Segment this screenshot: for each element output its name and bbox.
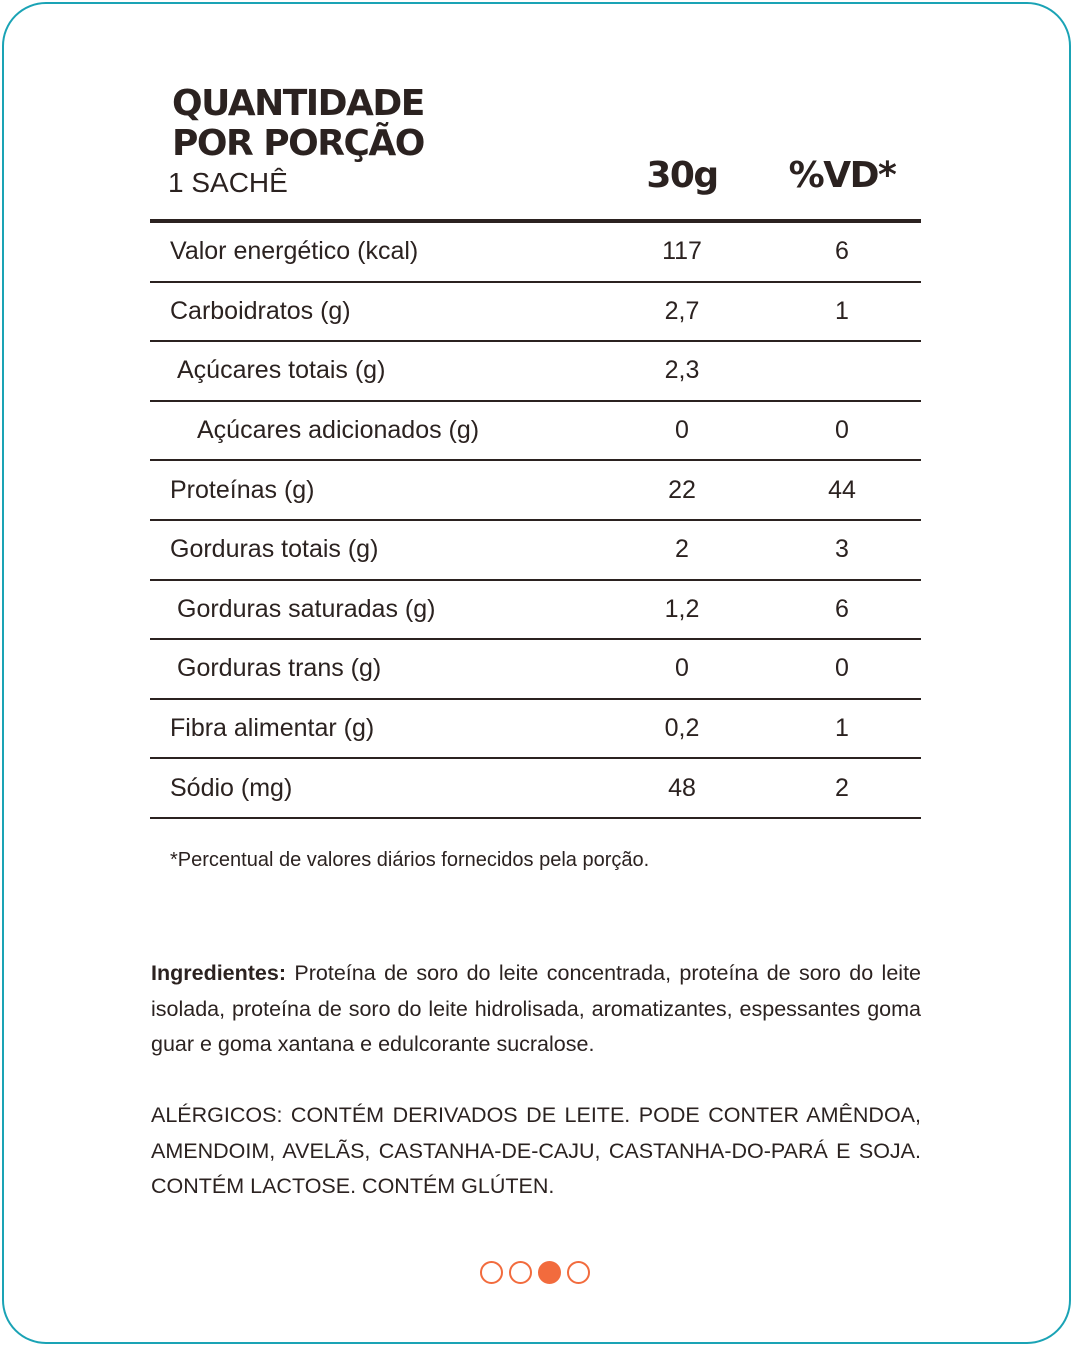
table-row: [150, 283, 921, 343]
nutrient-daily-value: 2: [835, 773, 849, 802]
ingredients-list: Proteína de soro do leite concentrada, proteína de soro do leite isolada, proteína de soro do leite hidrolisada, aromatizantes, espessantes goma guar e goma xantana e edulcorante sucralose.: [151, 961, 921, 1056]
nutrient-amount: 1,2: [664, 594, 700, 623]
nutrition-table: [150, 223, 921, 819]
nutrient-daily-value: 6: [835, 594, 849, 623]
title-line-2: POR PORÇÃO: [172, 123, 424, 164]
serving-size: 1 SACHÊ: [168, 167, 288, 198]
nutrient-label: Valor energético (kcal): [170, 237, 419, 266]
column-header-amount: 30g: [646, 155, 718, 196]
nutrient-daily-value: 3: [835, 535, 849, 564]
table-row: [150, 402, 921, 462]
table-row: [150, 461, 921, 521]
nutrient-amount: 2,7: [664, 296, 700, 325]
nutrient-daily-value: [772, 342, 912, 400]
nutrient-amount: 48: [668, 773, 696, 802]
pagination-dot[interactable]: [509, 1261, 532, 1284]
table-row: [150, 342, 921, 402]
nutrient-label: Proteínas (g): [170, 475, 315, 504]
nutrient-daily-value: 6: [835, 237, 849, 266]
column-header-daily-value: %VD*: [788, 155, 896, 196]
nutrient-amount: 2,3: [664, 356, 700, 385]
nutrient-label: Carboidratos (g): [170, 296, 351, 325]
nutrient-amount: 117: [662, 237, 702, 266]
nutrient-daily-value: 1: [835, 714, 849, 743]
nutrient-label: Fibra alimentar (g): [170, 714, 375, 743]
table-row: [150, 223, 921, 283]
pagination-dot[interactable]: [567, 1261, 590, 1284]
allergens-text: ALÉRGICOS: CONTÉM DERIVADOS DE LEITE. PODE CONTER AMÊNDOA, AMENDOIM, AVELÃS, CASTANHA-DE-CAJU, CASTANHA-DO-PARÁ E SOJA. CONTÉM LACTOSE. CONTÉM GLÚTEN.: [151, 1103, 921, 1198]
nutrient-label: Açúcares totais (g): [177, 356, 386, 385]
nutrient-label: Sódio (mg): [170, 773, 293, 802]
nutrient-amount: 0: [675, 654, 689, 683]
ingredients-label: Ingredientes:: [151, 961, 286, 985]
nutrient-daily-value: 1: [835, 296, 849, 325]
pagination-dot[interactable]: [538, 1261, 561, 1284]
carousel-pagination: [480, 1261, 590, 1285]
nutrient-label: Gorduras totais (g): [170, 535, 379, 564]
ingredients-text: [151, 956, 921, 1063]
table-row: [150, 759, 921, 819]
footnote: *Percentual de valores diários fornecidos pela porção.: [170, 849, 650, 871]
nutrient-amount: 2: [675, 535, 689, 564]
nutrient-daily-value: 0: [835, 416, 849, 445]
nutrient-label: Gorduras trans (g): [177, 654, 382, 683]
title-line-1: QUANTIDADE: [172, 83, 424, 124]
table-row: [150, 521, 921, 581]
table-row: [150, 581, 921, 641]
table-row: [150, 640, 921, 700]
nutrient-amount: 0,2: [664, 714, 700, 743]
table-title: [172, 84, 424, 164]
nutrient-amount: 0: [675, 416, 689, 445]
nutrient-daily-value: 0: [835, 654, 849, 683]
nutrient-label: Gorduras saturadas (g): [177, 594, 436, 623]
nutrient-daily-value: 44: [828, 475, 856, 504]
nutrient-amount: 22: [668, 475, 696, 504]
pagination-dot[interactable]: [480, 1261, 503, 1284]
nutrient-label: Açúcares adicionados (g): [197, 416, 480, 445]
table-row: [150, 700, 921, 760]
